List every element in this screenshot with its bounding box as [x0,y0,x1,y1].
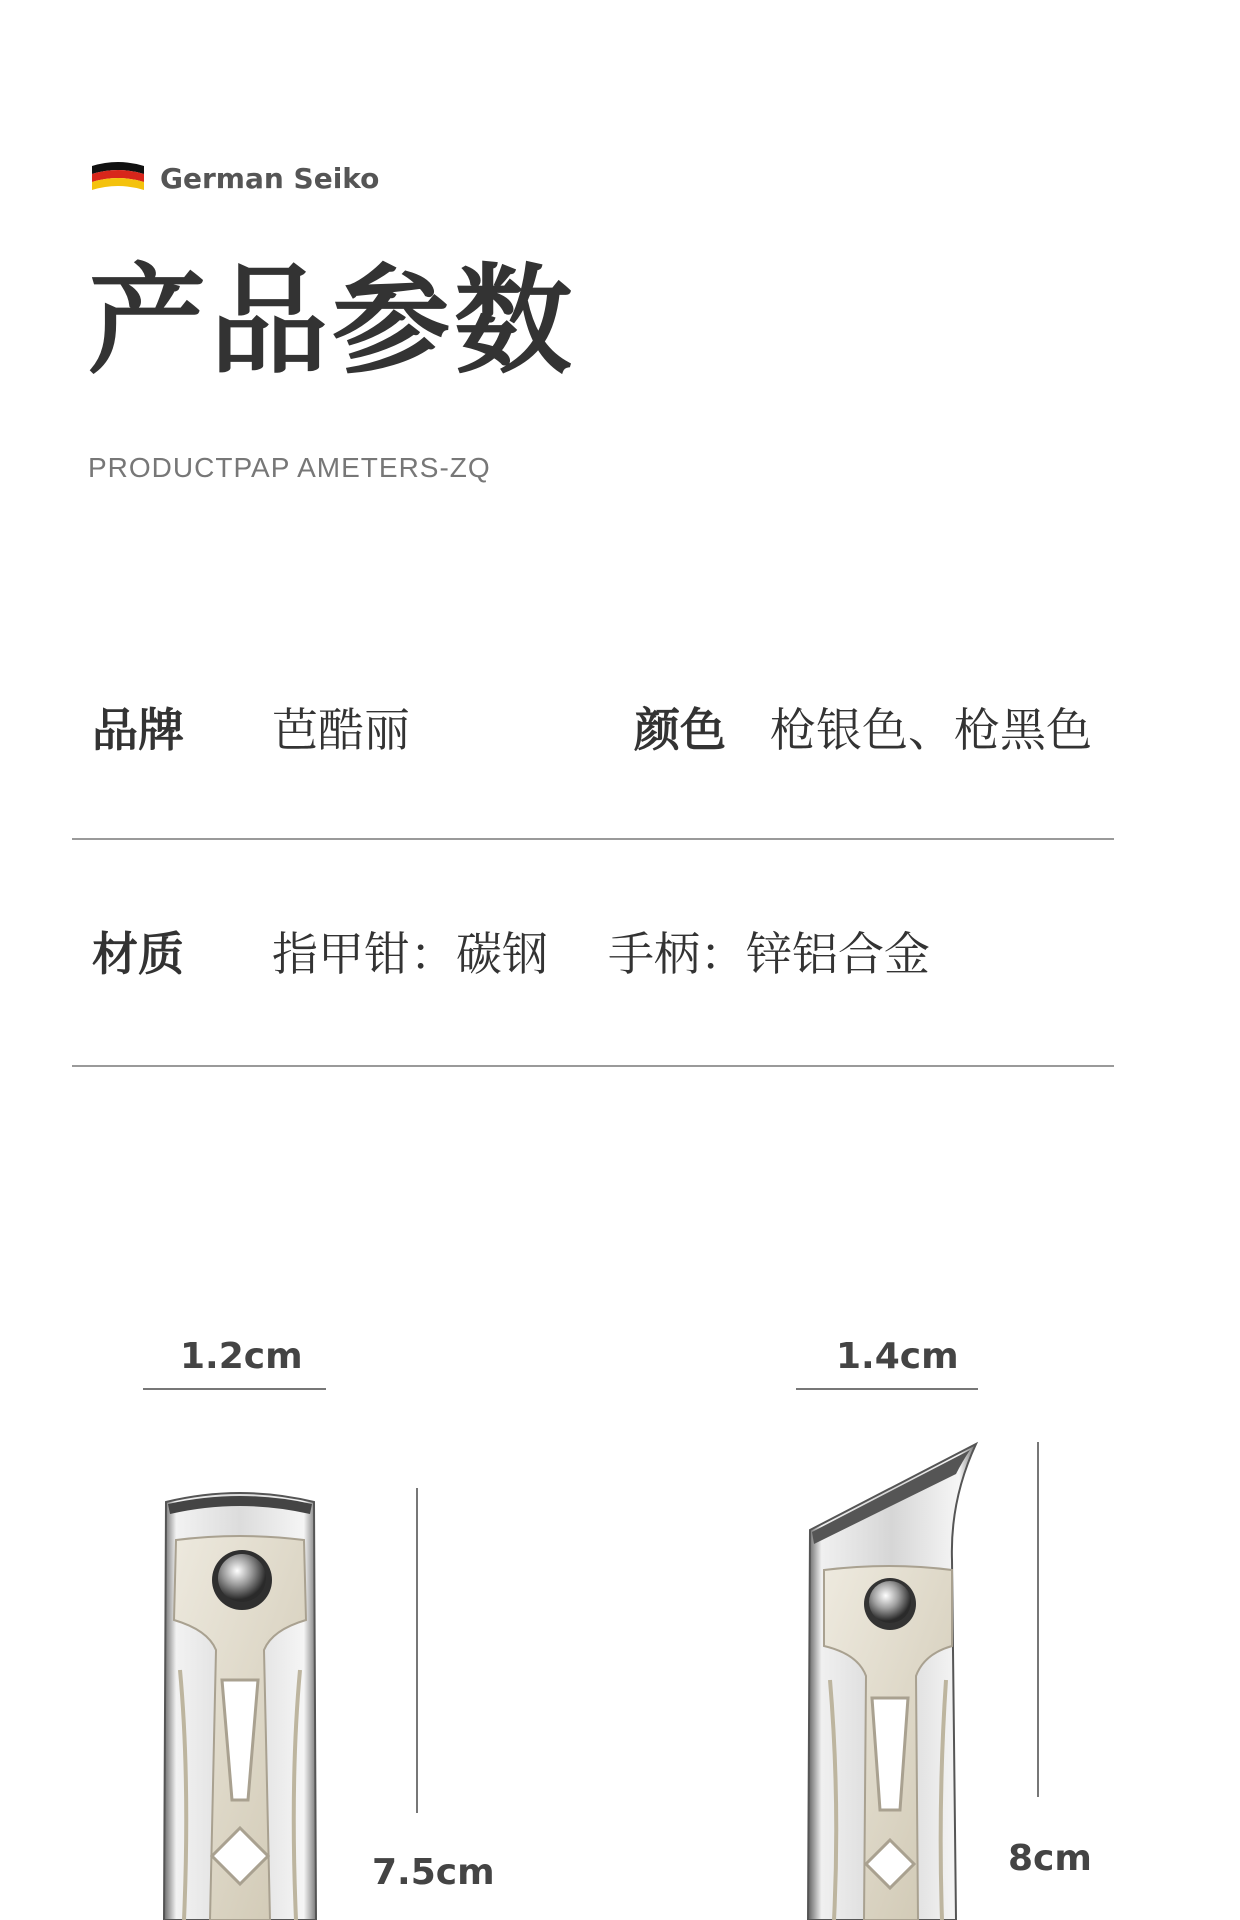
german-flag-icon [90,160,146,196]
nail-clipper-straight-image [160,1480,320,1920]
brand-badge [90,160,379,196]
spec-label-material: 材质 [92,927,184,981]
dimension-height-left: 7.5cm [372,1852,495,1893]
spec-divider [72,1065,1114,1067]
spec-label-color: 颜色 [634,703,726,757]
spec-value-material-clipper: 指甲钳：碳钢 [272,927,548,981]
spec-value-material-handle: 手柄：锌铝合金 [608,927,930,981]
dimension-width-left: 1.2cm [180,1336,303,1377]
page-subtitle: PRODUCTPAP AMETERS-ZQ [88,452,491,483]
page-title: 产品参数 [88,252,577,390]
spec-value-brand: 芭酷丽 [272,703,410,757]
spec-value-color: 枪银色、枪黑色 [770,703,1092,757]
brand-badge-text: German Seiko [160,161,380,195]
spec-divider [72,838,1114,840]
dimension-line-height-right [1037,1442,1039,1797]
spec-label-brand: 品牌 [92,703,184,757]
dimension-line-height-left [416,1488,418,1813]
dimension-line-width-left [143,1388,326,1390]
dimension-width-right: 1.4cm [836,1336,959,1377]
nail-clipper-angled-image [800,1440,980,1920]
dimension-height-right: 8cm [1008,1838,1092,1879]
dimension-line-width-right [796,1388,978,1390]
